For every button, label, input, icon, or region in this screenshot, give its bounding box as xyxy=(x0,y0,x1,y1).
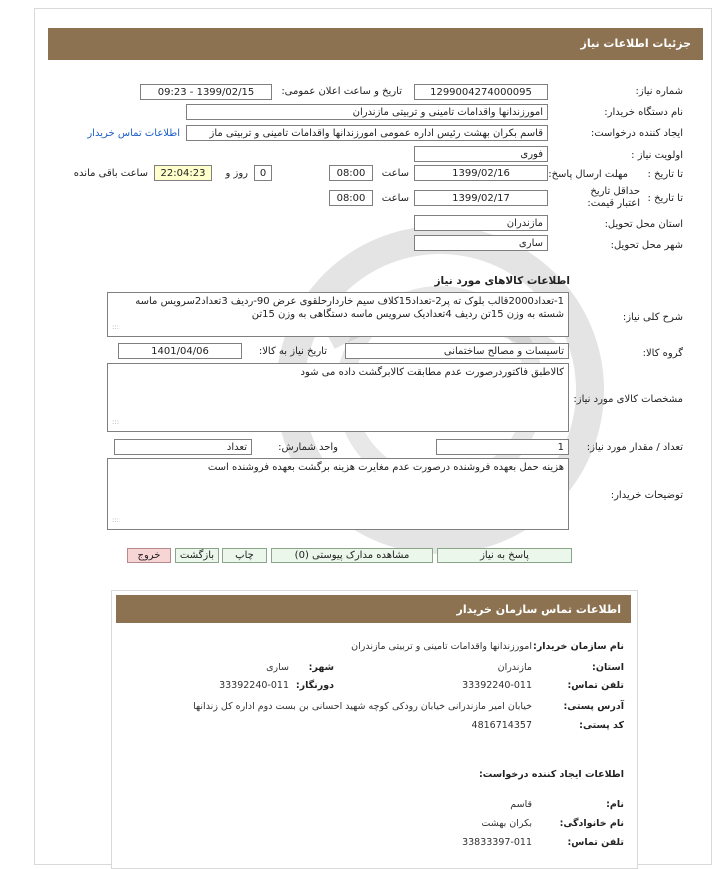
priority-field: فوری xyxy=(414,146,548,162)
buyer-notes-text: هزینه حمل بعهده فروشنده درصورت عدم مغایرت هزینه برگشت بعهده فروشنده است xyxy=(207,462,564,473)
need-number-field: 1299004274000095 xyxy=(414,84,548,100)
creator-phone-value: 33833397-011 xyxy=(462,837,532,848)
contact-org-label: نام سازمان خریدار: xyxy=(533,641,624,652)
deadline-days-field: 0 xyxy=(254,165,272,181)
contact-panel-title: اطلاعات تماس سازمان خریدار xyxy=(116,595,631,623)
creator-section-title: اطلاعات ایجاد کننده درخواست: xyxy=(478,769,624,780)
contact-postal-value: 4816714357 xyxy=(471,720,532,731)
need-date-field: 1401/04/06 xyxy=(118,343,242,359)
page-title: جزئیات اطلاعات نیاز xyxy=(48,28,703,60)
goods-group-label: گروه کالا: xyxy=(642,348,683,359)
validity-until-label: تا تاریخ : xyxy=(647,193,683,204)
specs-field xyxy=(107,363,569,432)
contact-phone-value: 33392240-011 xyxy=(462,680,532,691)
countdown-field: 22:04:23 xyxy=(154,165,212,181)
description-text: 1-تعداد2000قالب بلوک ته پر2-تعداد15کلاف سیم خاردارحلقوی عرض 90-ردیف 3تعداد2سرویس ماسه شسته به وزن 15تن ردیف 4تعدادیک سرویس ماسه دستگاهی به وزن 15تن xyxy=(135,296,564,320)
contact-address-label: آدرس پستی: xyxy=(563,701,624,712)
creator-family-value: بکران بهشت xyxy=(481,818,532,829)
creator-name-label: نام: xyxy=(606,799,624,810)
buyer-contact-link[interactable]: اطلاعات تماس خریدار xyxy=(87,128,180,139)
validity-time-field: 08:00 xyxy=(329,190,373,206)
resize-grip-icon[interactable]: ::: xyxy=(112,418,120,426)
validity-time-label: ساعت xyxy=(381,193,409,204)
goods-section-title: اطلاعات کالاهای مورد نیاز xyxy=(434,275,570,287)
description-field xyxy=(107,292,569,337)
priority-label: اولویت نیاز : xyxy=(631,150,683,161)
unit-label: واحد شمارش: xyxy=(278,442,338,453)
resize-grip-icon[interactable]: ::: xyxy=(112,516,120,524)
requester-label: ایجاد کننده درخواست: xyxy=(590,128,683,139)
creator-family-label: نام خانوادگی: xyxy=(559,818,624,829)
contact-address-value: خیابان امیر مازندرانی خیابان رودکی کوچه شهید احسانی بن بست دوم اداره کل زندانها xyxy=(193,701,532,712)
attachments-button[interactable]: مشاهده مدارک پیوستی (0) xyxy=(271,548,433,563)
buyer-org-label: نام دستگاه خریدار: xyxy=(604,107,683,118)
specs-text: کالاطبق فاکتوردرصورت عدم مطابقت کالابرگشت داده می شود xyxy=(300,367,564,378)
deadline-label: مهلت ارسال پاسخ: xyxy=(548,169,628,180)
buyer-notes-label: توضیحات خریدار: xyxy=(610,490,683,501)
province-label: استان محل تحویل: xyxy=(604,219,683,230)
contact-city-value: ساری xyxy=(266,662,289,673)
requester-field: قاسم بکران بهشت رئیس اداره عمومی امورزندانها واقدامات تامینی و تربیتی ماز xyxy=(186,125,548,141)
quantity-field: 1 xyxy=(436,439,569,455)
contact-province-value: مازندران xyxy=(497,662,532,673)
contact-province-label: استان: xyxy=(592,662,624,673)
reply-button[interactable]: پاسخ به نیاز xyxy=(437,548,572,563)
buyer-contact-panel xyxy=(111,590,638,869)
need-number-label: شماره نیاز: xyxy=(635,86,683,97)
back-button[interactable]: بازگشت xyxy=(175,548,219,563)
deadline-date-field: 1399/02/16 xyxy=(414,165,548,181)
contact-postal-label: کد پستی: xyxy=(579,720,624,731)
validity-label: حداقل تاریخ اعتبار قیمت: xyxy=(587,186,640,209)
contact-fax-value: 33392240-011 xyxy=(219,680,289,691)
buyer-notes-field xyxy=(107,458,569,530)
deadline-days-label: روز و xyxy=(225,168,248,179)
deadline-time-field: 08:00 xyxy=(329,165,373,181)
announce-datetime-label: تاریخ و ساعت اعلان عمومی: xyxy=(281,86,402,97)
contact-city-label: شهر: xyxy=(308,662,334,673)
creator-name-value: قاسم xyxy=(510,799,532,810)
contact-org-value: امورزندانها واقدامات تامینی و تربیتی مازندران xyxy=(351,641,532,652)
resize-grip-icon[interactable]: ::: xyxy=(112,323,120,331)
deadline-time-label: ساعت xyxy=(381,168,409,179)
contact-phone-label: تلفن تماس: xyxy=(567,680,624,691)
announce-datetime-field: 1399/02/15 - 09:23 xyxy=(140,84,272,100)
creator-phone-label: تلفن تماس: xyxy=(567,837,624,848)
specs-label: مشخصات کالای مورد نیاز: xyxy=(573,394,683,405)
deadline-until-label: تا تاریخ : xyxy=(647,169,683,180)
need-date-label: تاریخ نیاز به کالا: xyxy=(258,346,327,357)
print-button[interactable]: چاپ xyxy=(222,548,267,563)
goods-group-field: تاسیسات و مصالح ساختمانی xyxy=(345,343,569,359)
validity-date-field: 1399/02/17 xyxy=(414,190,548,206)
unit-field: تعداد xyxy=(114,439,252,455)
remaining-label: ساعت باقی مانده xyxy=(73,168,148,179)
exit-button[interactable]: خروج xyxy=(127,548,171,563)
buyer-org-field: امورزندانها واقدامات تامینی و تربیتی مازندران xyxy=(186,104,548,120)
province-field: مازندران xyxy=(414,215,548,231)
contact-fax-label: دورنگار: xyxy=(295,680,334,691)
city-label: شهر محل تحویل: xyxy=(610,240,683,251)
city-field: ساری xyxy=(414,235,548,251)
description-label: شرح کلی نیاز: xyxy=(622,312,683,323)
quantity-label: تعداد / مقدار مورد نیاز: xyxy=(586,442,683,453)
